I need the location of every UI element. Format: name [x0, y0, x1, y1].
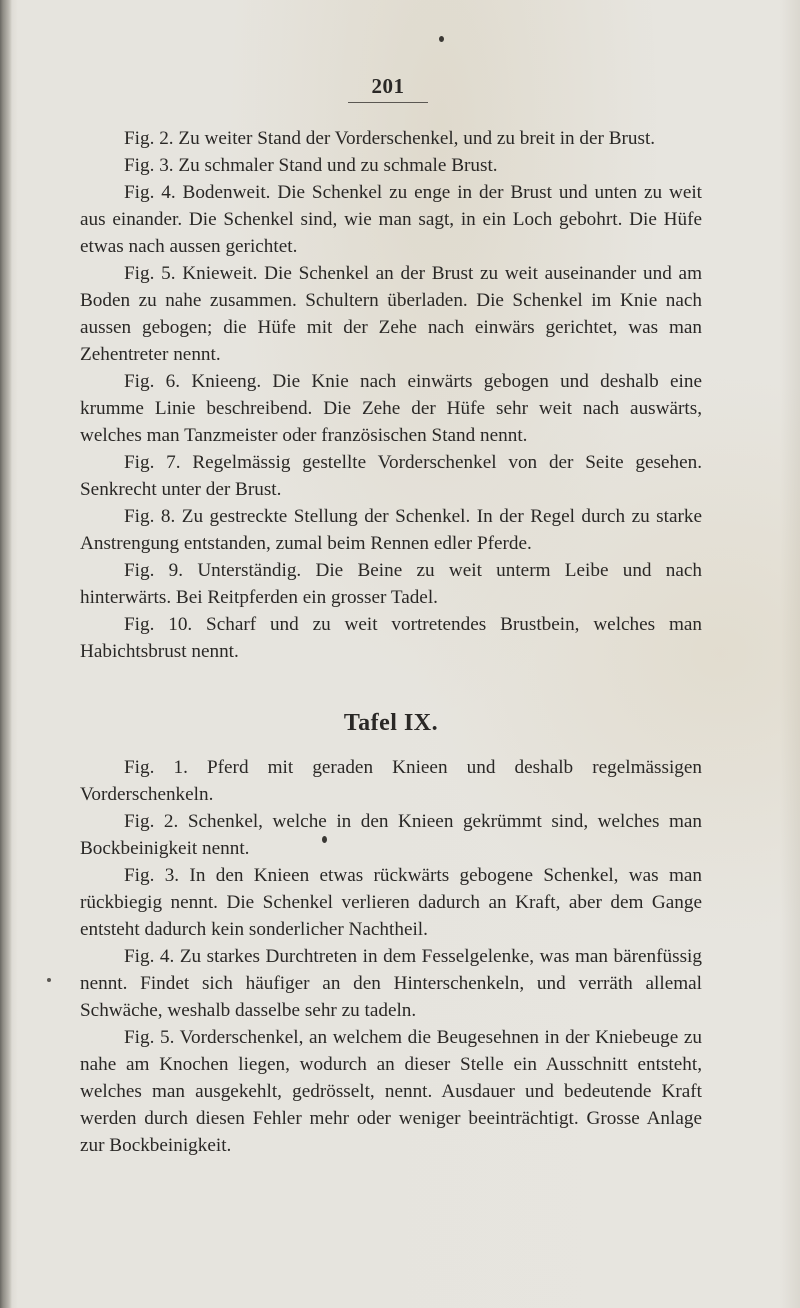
ink-speck: [439, 36, 444, 42]
book-spine-edge: [0, 0, 12, 1308]
text-block-after-section: [80, 754, 702, 1159]
paragraph: Fig. 6. Knieeng. Die Knie nach einwärts gebogen und deshalb eine krumme Linie beschreibend. Die Zehe der Hüfe sehr weit nach auswärts, welches man Tanzmeister oder französischen Stand nennt.: [80, 371, 702, 446]
paragraph: Fig. 4. Zu starkes Durchtreten in dem Fesselgelenke, was man bärenfüssig nennt. Findet sich häufiger an den Hinterschenkeln, und verräth allemal Schwäche, weshalb dasselbe sehr zu tadeln.: [80, 946, 702, 1021]
paragraph: Fig. 2. Schenkel, welche in den Knieen gekrümmt sind, welches man Bockbeinigkeit nennt.: [80, 811, 702, 859]
page-number-rule: [348, 102, 428, 103]
paragraph: Fig. 3. Zu schmaler Stand und zu schmale Brust.: [124, 155, 498, 176]
paragraph: Fig. 10. Scharf und zu weit vortretendes Brustbein, welches man Habichtsbrust nennt.: [80, 614, 702, 662]
paragraph: Fig. 1. Pferd mit geraden Knieen und deshalb regelmässigen Vorderschenkeln.: [80, 757, 702, 805]
paragraph: Fig. 5. Knieweit. Die Schenkel an der Brust zu weit auseinander und am Boden zu nahe zusammen. Schultern überladen. Die Schenkel im Knie nach aussen gebogen; die Hüfe mit der Zehe nach einwärs gerichtet, was man Zehentreter nennt.: [80, 263, 702, 365]
page-number: 201: [371, 74, 405, 98]
section-heading: Tafel IX.: [343, 710, 439, 736]
ink-speck: [322, 836, 327, 843]
paragraph: Fig. 5. Vorderschenkel, an welchem die Beugesehnen in der Kniebeuge zu nahe am Knochen liegen, wodurch an dieser Stelle ein Ausschnitt entsteht, welches man ausgekehlt, gedrösselt, nennt. Ausdauer und bedeutende Kraft werden durch diesen Fehler mehr oder weniger beeinträchtigt. Grosse Anlage zur Bockbeinigkeit.: [80, 1027, 702, 1156]
paragraph: Fig. 4. Bodenweit. Die Schenkel zu enge in der Brust und unten zu weit aus einander. Die Schenkel sind, wie man sagt, in ein Loch gebohrt. Die Hüfe etwas nach aussen gerichtet.: [80, 182, 702, 257]
paragraph: Fig. 9. Unterständig. Die Beine zu weit unterm Leibe und nach hinterwärts. Bei Reitpferden ein grosser Tadel.: [80, 560, 702, 608]
paragraph: Fig. 8. Zu gestreckte Stellung der Schenkel. In der Regel durch zu starke Anstrengung entstanden, zumal beim Rennen edler Pferde.: [80, 506, 702, 554]
paragraph: Fig. 3. In den Knieen etwas rückwärts gebogene Schenkel, was man rückbiegig nennt. Die Schenkel verlieren dadurch an Kraft, aber dem Gange entsteht dadurch kein sonderlicher Nachtheil.: [80, 865, 702, 940]
text-block-before-section: [80, 125, 702, 665]
paragraph: Fig. 2. Zu weiter Stand der Vorderschenkel, und zu breit in der Brust.: [124, 128, 656, 149]
paragraph: Fig. 7. Regelmässig gestellte Vorderschenkel von der Seite gesehen. Senkrecht unter der Brust.: [80, 452, 702, 500]
ink-speck: [47, 978, 51, 982]
